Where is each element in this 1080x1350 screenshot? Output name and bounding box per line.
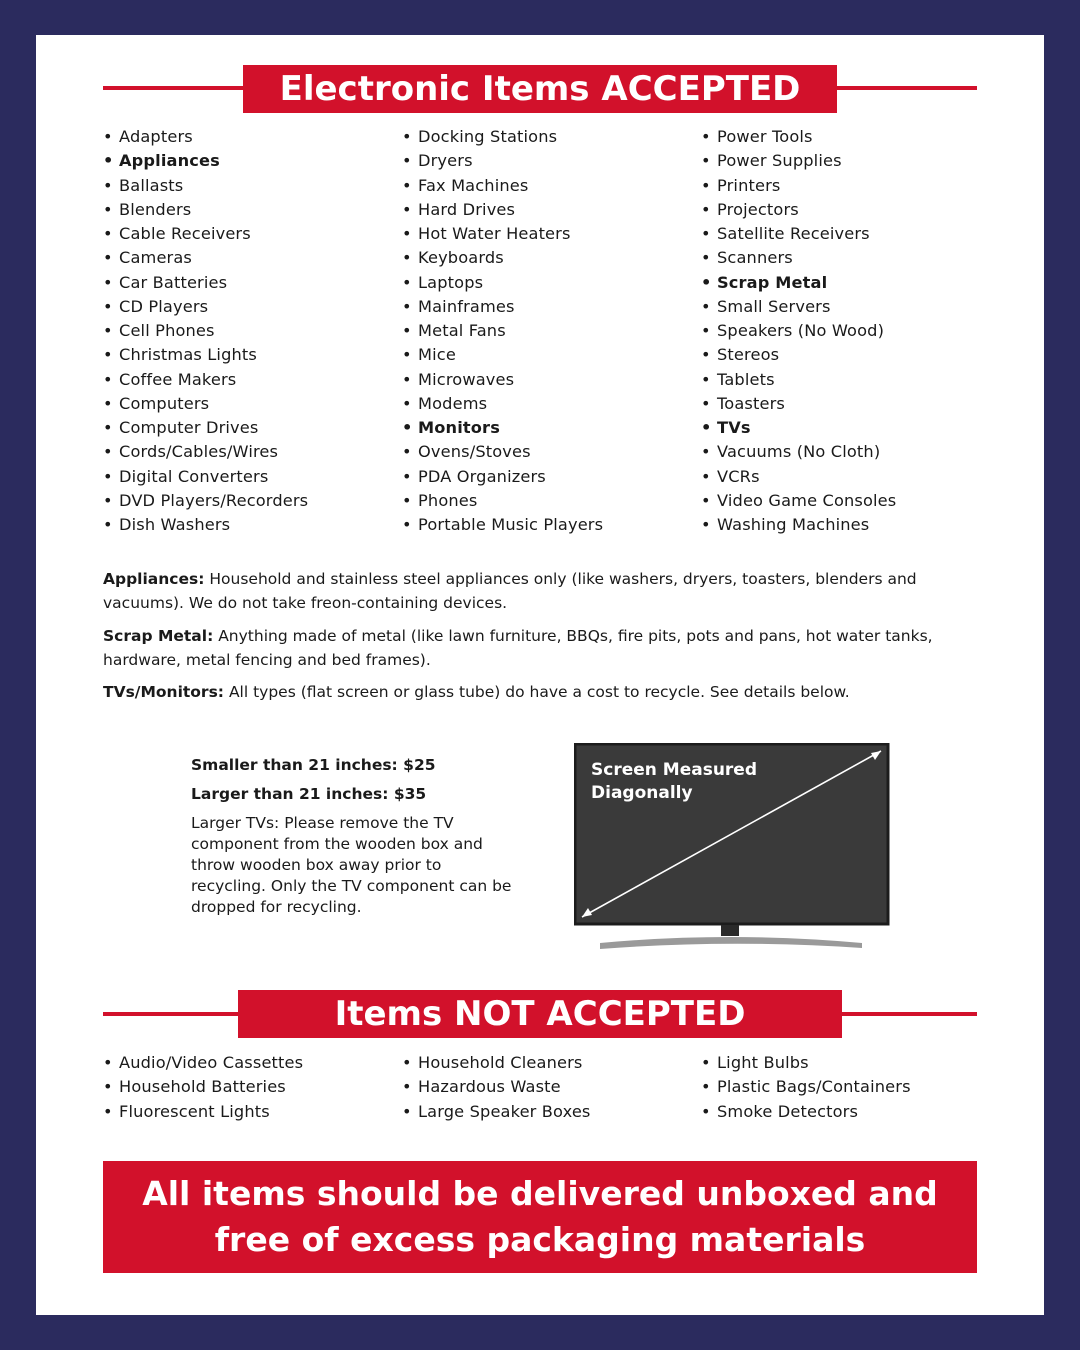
note-scrap-metal	[103, 624, 978, 672]
list-item	[402, 295, 603, 319]
bullet-icon: •	[701, 1053, 711, 1072]
list-item-label: Monitors	[418, 418, 500, 438]
list-item-label: Plastic Bags/Containers	[717, 1077, 911, 1097]
bullet-icon: •	[701, 490, 711, 510]
list-item-label: Mice	[418, 345, 456, 365]
list-item	[103, 440, 308, 464]
list-item	[402, 174, 603, 198]
list-item-label: Stereos	[717, 345, 780, 365]
bullet-icon: •	[402, 466, 412, 486]
not-accepted-banner-emphasis: NOT ACCEPTED	[454, 994, 746, 1034]
note-scrap-metal-label: Scrap Metal:	[103, 627, 214, 645]
bullet-icon: •	[402, 418, 413, 438]
list-item-label: Mainframes	[418, 296, 515, 316]
list-item-label: Hazardous Waste	[418, 1077, 561, 1097]
list-item-label: Cords/Cables/Wires	[119, 442, 279, 462]
bullet-icon: •	[103, 1101, 113, 1121]
bullet-icon: •	[701, 515, 711, 535]
list-item-label: Microwaves	[418, 369, 515, 389]
not-accepted-banner	[238, 990, 842, 1038]
bullet-icon: •	[402, 1077, 412, 1097]
list-item	[103, 246, 308, 270]
bullet-icon: •	[103, 1053, 113, 1072]
bullet-icon: •	[103, 393, 113, 413]
list-item-label: Projectors	[717, 199, 799, 219]
bullet-icon: •	[103, 490, 113, 510]
list-item	[701, 416, 896, 440]
accepted-banner-emphasis: ACCEPTED	[601, 69, 801, 109]
list-item-label: Audio/Video Cassettes	[119, 1053, 304, 1072]
bullet-icon: •	[701, 1077, 711, 1097]
list-item	[402, 489, 603, 513]
bullet-icon: •	[103, 321, 113, 341]
accepted-list-col1	[103, 125, 308, 538]
list-item-label: Scrap Metal	[717, 272, 828, 292]
bullet-icon: •	[402, 393, 412, 413]
list-item	[701, 1100, 911, 1124]
accepted-banner-prefix: Electronic Items	[279, 69, 590, 109]
list-item	[701, 125, 896, 149]
not-accepted-list-col2	[402, 1051, 591, 1124]
note-tvs	[103, 680, 978, 704]
list-item	[103, 319, 308, 343]
bullet-icon: •	[701, 345, 711, 365]
footer-banner	[103, 1161, 977, 1273]
bullet-icon: •	[701, 466, 711, 486]
list-item	[701, 465, 896, 489]
bullet-icon: •	[701, 151, 711, 171]
list-item-label: Speakers (No Wood)	[717, 321, 885, 341]
accepted-list-col3	[701, 125, 896, 538]
bullet-icon: •	[103, 248, 113, 268]
list-item	[103, 368, 308, 392]
list-item-label: Satellite Receivers	[717, 224, 870, 244]
list-item-label: Fluorescent Lights	[119, 1101, 270, 1121]
bullet-icon: •	[402, 199, 412, 219]
list-item-label: Light Bulbs	[717, 1053, 809, 1072]
list-item	[402, 198, 603, 222]
list-item	[701, 1051, 911, 1075]
list-item-label: Christmas Lights	[119, 345, 257, 365]
bullet-icon: •	[701, 248, 711, 268]
note-scrap-metal-text: Anything made of metal (like lawn furniture, BBQs, fire pits, pots and pans, hot water tanks, hardware, metal fencing and bed frames).	[103, 627, 933, 669]
not-accepted-banner-prefix: Items	[334, 994, 443, 1034]
list-item-label: Hot Water Heaters	[418, 224, 571, 244]
bullet-icon: •	[402, 127, 412, 146]
list-item	[402, 1075, 591, 1099]
accepted-banner	[243, 65, 837, 113]
list-item-label: Keyboards	[418, 248, 504, 268]
list-item	[701, 368, 896, 392]
footer-line1: All items should be delivered unboxed and	[142, 1174, 938, 1213]
note-appliances	[103, 567, 978, 615]
tv-caption-line1: Screen Measured	[591, 760, 758, 780]
bullet-icon: •	[402, 224, 412, 244]
bullet-icon: •	[103, 1077, 113, 1097]
list-item	[701, 440, 896, 464]
list-item-label: Docking Stations	[418, 127, 558, 146]
list-item	[402, 319, 603, 343]
flyer-card	[36, 35, 1044, 1315]
list-item-label: Appliances	[119, 151, 220, 171]
list-item	[103, 513, 308, 537]
list-item	[103, 222, 308, 246]
list-item-label: Dryers	[418, 151, 473, 171]
bullet-icon: •	[701, 224, 711, 244]
list-item-label: Hard Drives	[418, 199, 516, 219]
list-item-label: PDA Organizers	[418, 466, 546, 486]
bullet-icon: •	[103, 224, 113, 244]
list-item	[701, 489, 896, 513]
list-item-label: Power Supplies	[717, 151, 842, 171]
bullet-icon: •	[402, 515, 412, 535]
list-item-label: Smoke Detectors	[717, 1101, 859, 1121]
not-accepted-list-col3	[701, 1051, 911, 1124]
tv-caption-line2: Diagonally	[591, 783, 693, 803]
list-item-label: Portable Music Players	[418, 515, 604, 535]
bullet-icon: •	[103, 418, 113, 438]
list-item	[402, 392, 603, 416]
price-description: Larger TVs: Please remove the TV component from the wooden box and throw wooden box away prior to recycling. Only the TV component can be dropped for recycling.	[191, 814, 512, 916]
tv-image	[574, 743, 890, 953]
list-item	[701, 295, 896, 319]
bullet-icon: •	[701, 418, 712, 438]
list-item	[103, 198, 308, 222]
list-item	[402, 271, 603, 295]
list-item-label: Cell Phones	[119, 321, 215, 341]
bullet-icon: •	[402, 369, 412, 389]
bullet-icon: •	[103, 127, 113, 146]
bullet-icon: •	[103, 466, 113, 486]
list-item	[402, 1051, 591, 1075]
tv-stand	[600, 937, 862, 949]
bullet-icon: •	[701, 296, 711, 316]
list-item-label: Washing Machines	[717, 515, 870, 535]
list-item	[103, 149, 308, 173]
list-item	[103, 1051, 303, 1075]
tv-illustration	[574, 743, 890, 953]
list-item	[701, 222, 896, 246]
list-item	[402, 368, 603, 392]
bullet-icon: •	[103, 369, 113, 389]
note-tvs-label: TVs/Monitors:	[103, 683, 225, 701]
bullet-icon: •	[103, 151, 114, 171]
list-item-label: Adapters	[119, 127, 193, 146]
list-item-label: Coffee Makers	[119, 369, 237, 389]
list-item-label: CD Players	[119, 296, 209, 316]
list-item-label: Car Batteries	[119, 272, 228, 292]
list-item	[103, 174, 308, 198]
list-item	[701, 1075, 911, 1099]
list-item	[103, 1100, 303, 1124]
bullet-icon: •	[402, 272, 412, 292]
list-item-label: Video Game Consoles	[717, 490, 897, 510]
bullet-icon: •	[103, 175, 113, 195]
list-item-label: Household Cleaners	[418, 1053, 583, 1072]
list-item-label: Large Speaker Boxes	[418, 1101, 591, 1121]
bullet-icon: •	[103, 345, 113, 365]
bullet-icon: •	[402, 490, 412, 510]
accepted-list-col2	[402, 125, 603, 538]
bullet-icon: •	[103, 272, 113, 292]
list-item	[701, 343, 896, 367]
list-item	[701, 392, 896, 416]
list-item	[701, 246, 896, 270]
not-accepted-banner-row	[103, 990, 977, 1038]
list-item	[103, 295, 308, 319]
bullet-icon: •	[402, 151, 412, 171]
list-item	[103, 125, 308, 149]
list-item	[402, 343, 603, 367]
list-item	[402, 149, 603, 173]
list-item	[402, 222, 603, 246]
list-item-label: Dish Washers	[119, 515, 231, 535]
bullet-icon: •	[701, 272, 712, 292]
list-item-label: DVD Players/Recorders	[119, 490, 309, 510]
list-item	[103, 271, 308, 295]
list-item	[402, 440, 603, 464]
list-item-label: Cable Receivers	[119, 224, 251, 244]
list-item-label: Modems	[418, 393, 488, 413]
list-item	[701, 319, 896, 343]
list-item	[103, 489, 308, 513]
bullet-icon: •	[701, 442, 711, 462]
bullet-icon: •	[701, 127, 711, 146]
list-item-label: Computer Drives	[119, 418, 259, 438]
list-item	[402, 1100, 591, 1124]
list-item	[701, 174, 896, 198]
list-item-label: Ovens/Stoves	[418, 442, 531, 462]
list-item	[402, 416, 603, 440]
list-item	[402, 246, 603, 270]
bullet-icon: •	[402, 321, 412, 341]
list-item-label: Metal Fans	[418, 321, 506, 341]
list-item-label: VCRs	[717, 466, 760, 486]
list-item-label: Power Tools	[717, 127, 813, 146]
list-item-label: Blenders	[119, 199, 192, 219]
list-item	[103, 392, 308, 416]
list-item-label: Household Batteries	[119, 1077, 286, 1097]
bullet-icon: •	[103, 199, 113, 219]
note-tvs-text: All types (flat screen or glass tube) do have a cost to recycle. See details below.	[228, 683, 850, 701]
list-item	[402, 465, 603, 489]
list-item-label: Fax Machines	[418, 175, 529, 195]
list-item-label: Digital Converters	[119, 466, 269, 486]
accepted-banner-row	[103, 65, 977, 113]
bullet-icon: •	[402, 175, 412, 195]
bullet-icon: •	[701, 1101, 711, 1121]
list-item-label: Tablets	[717, 369, 775, 389]
bullet-icon: •	[103, 515, 113, 535]
tv-neck	[721, 925, 739, 936]
bullet-icon: •	[402, 248, 412, 268]
list-item-label: Printers	[717, 175, 781, 195]
bullet-icon: •	[103, 442, 113, 462]
footer-line2: free of excess packaging materials	[214, 1220, 866, 1259]
price-large: Larger than 21 inches: $35	[191, 785, 427, 803]
list-item-label: Toasters	[717, 393, 785, 413]
list-item	[701, 149, 896, 173]
bullet-icon: •	[402, 1053, 412, 1072]
list-item-label: Phones	[418, 490, 478, 510]
bullet-icon: •	[402, 442, 412, 462]
not-accepted-list-col1	[103, 1051, 303, 1124]
note-appliances-label: Appliances:	[103, 570, 205, 588]
price-small: Smaller than 21 inches: $25	[191, 756, 436, 774]
list-item	[103, 465, 308, 489]
list-item-label: Scanners	[717, 248, 793, 268]
list-item	[103, 343, 308, 367]
list-item	[402, 513, 603, 537]
list-item-label: TVs	[717, 418, 751, 438]
list-item-label: Computers	[119, 393, 210, 413]
list-item-label: Ballasts	[119, 175, 184, 195]
bullet-icon: •	[701, 393, 711, 413]
list-item-label: Cameras	[119, 248, 193, 268]
bullet-icon: •	[701, 199, 711, 219]
bullet-icon: •	[402, 1101, 412, 1121]
list-item-label: Small Servers	[717, 296, 831, 316]
list-item	[701, 198, 896, 222]
list-item-label: Vacuums (No Cloth)	[717, 442, 881, 462]
note-appliances-text: Household and stainless steel appliances only (like washers, dryers, toasters, blenders and vacuums). We do not take freon-containing devices.	[103, 570, 917, 612]
list-item	[701, 271, 896, 295]
bullet-icon: •	[701, 321, 711, 341]
bullet-icon: •	[701, 369, 711, 389]
tv-pricing	[191, 751, 521, 918]
bullet-icon: •	[402, 296, 412, 316]
list-item	[103, 1075, 303, 1099]
list-item	[402, 125, 603, 149]
list-item	[103, 416, 308, 440]
bullet-icon: •	[701, 175, 711, 195]
bullet-icon: •	[103, 296, 113, 316]
list-item	[701, 513, 896, 537]
bullet-icon: •	[402, 345, 412, 365]
list-item-label: Laptops	[418, 272, 484, 292]
